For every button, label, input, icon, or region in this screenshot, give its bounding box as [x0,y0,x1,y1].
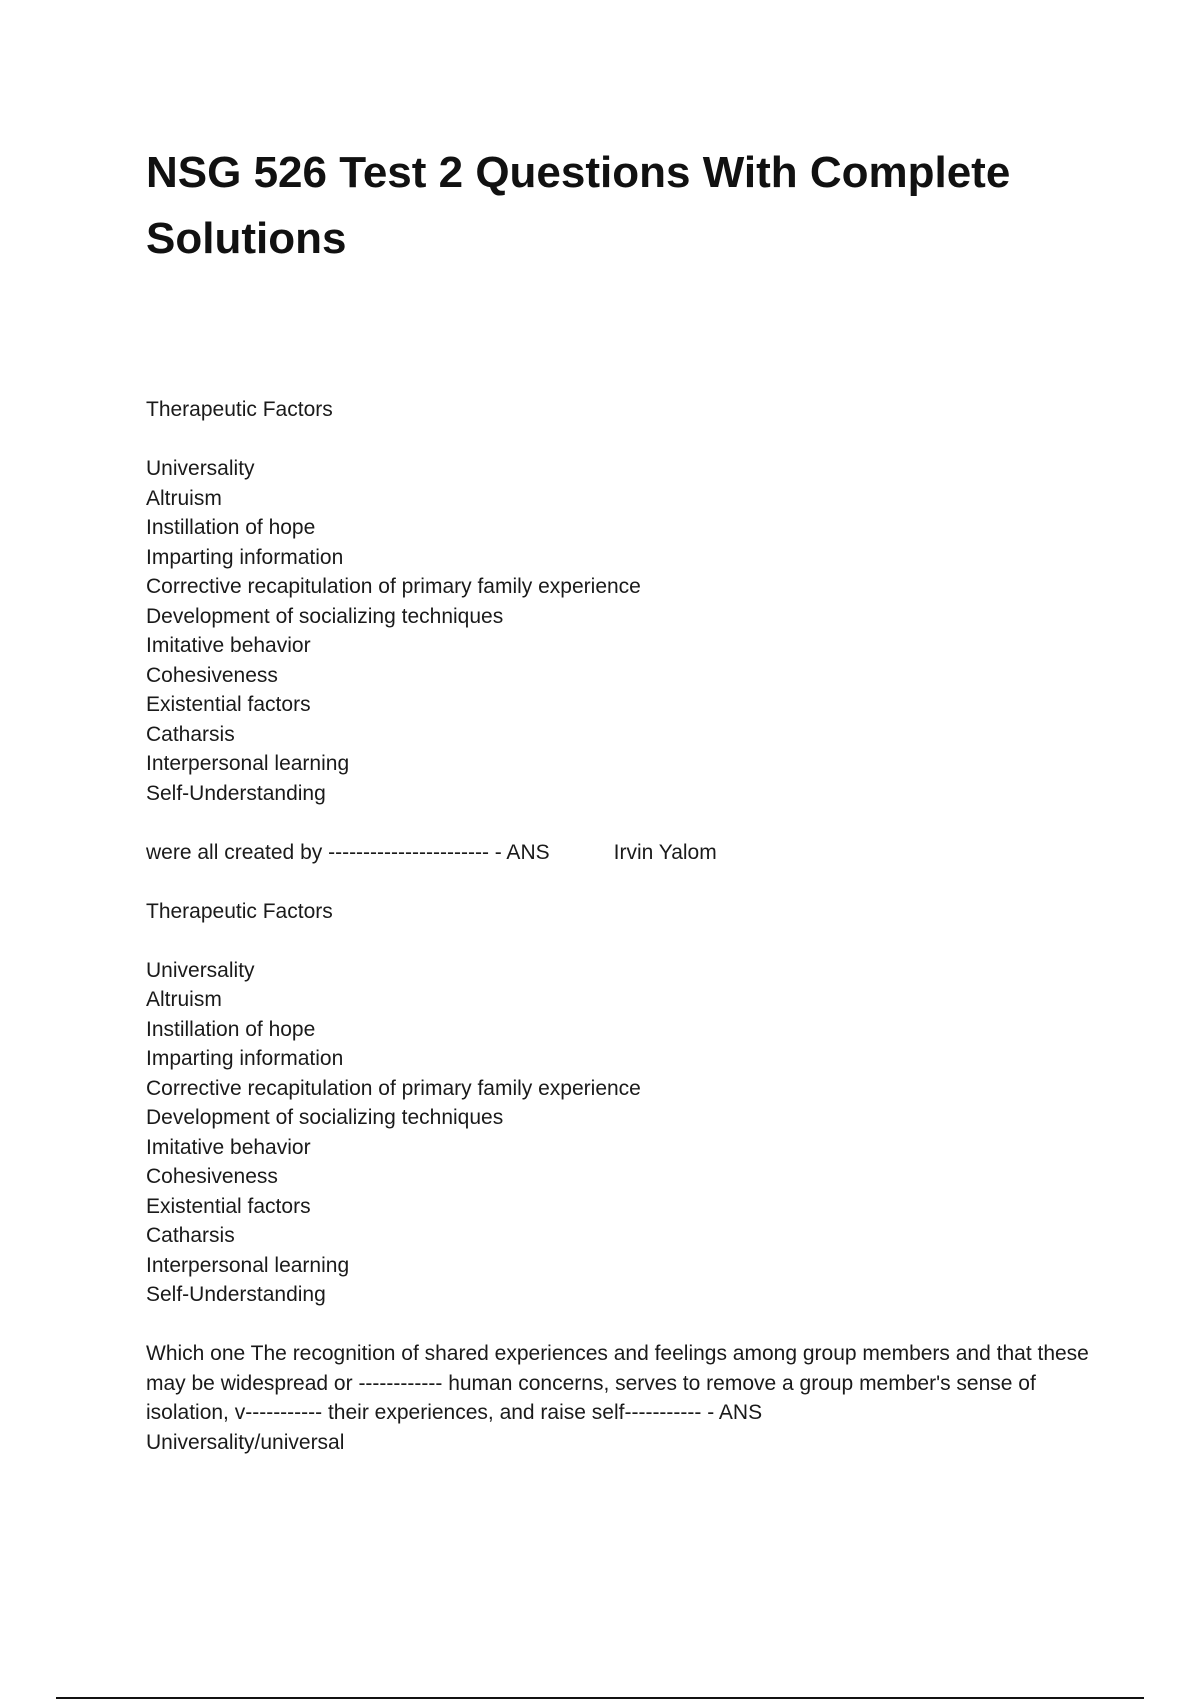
page-bottom-rule [56,1697,1144,1699]
question-line [146,838,1106,868]
list-item: Instillation of hope [146,1017,316,1041]
list-item: Development of socializing techniques [146,1106,504,1129]
list-item: Imitative behavior [146,1135,311,1159]
list-item: Instillation of hope [146,516,316,539]
list-item: Development of socializing techniques [146,604,504,628]
question-block-1 [146,395,1106,867]
list-item: Corrective recapitulation of primary family experience [146,1076,641,1100]
list-item: Interpersonal learning [146,752,350,775]
list-item: Interpersonal learning [146,1253,350,1277]
list-item: Catharsis [146,722,235,746]
document-body [146,395,1106,1457]
list-item: Imparting information [146,545,344,569]
list-item: Existential factors [146,693,311,716]
section-heading: Therapeutic Factors [146,899,333,923]
list-item: Corrective recapitulation of primary family experience [146,575,641,598]
document-title: NSG 526 Test 2 Questions With Complete Solutions [146,148,1011,263]
question-block-2 [146,897,1106,1458]
list-item: Cohesiveness [146,1165,278,1188]
list-item: Imitative behavior [146,634,311,657]
question-text: Which one The recognition of shared experiences and feelings among group members and that these may be widespread or ------------ human concerns, serves to remove a group member's sense of isolation, v----------- their experiences, and raise self----------- - ANS [146,1342,1089,1424]
answer-text: Irvin Yalom [613,840,717,864]
list-item: Self-Understanding [146,781,326,805]
list-item: Catharsis [146,1224,235,1247]
question-text: were all created by ----------------------- - ANS [146,840,550,864]
list-item: Self-Understanding [146,1283,326,1306]
list-item: Imparting information [146,1047,344,1070]
list-item: Altruism [146,486,222,510]
list-item: Cohesiveness [146,663,278,687]
answer-text: Universality/universal [146,1430,345,1454]
section-heading: Therapeutic Factors [146,398,333,421]
list-item: Existential factors [146,1194,311,1218]
list-item: Universality [146,958,255,982]
list-item: Altruism [146,988,222,1011]
list-item: Universality [146,457,255,480]
